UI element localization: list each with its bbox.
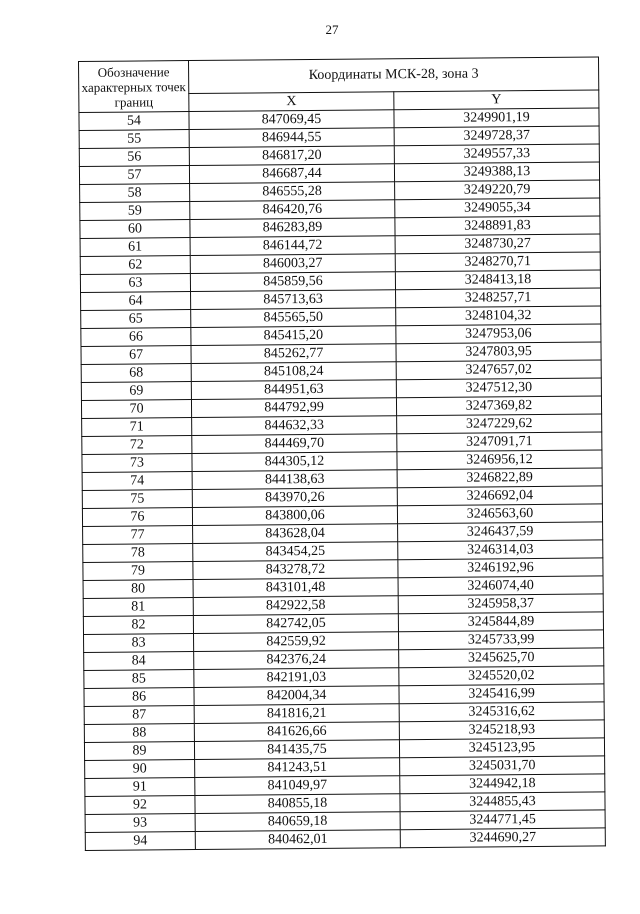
y-coordinate-cell: 3245416,99	[399, 684, 604, 704]
point-id-cell: 58	[80, 184, 190, 203]
x-coordinate-cell: 842742,05	[193, 614, 398, 634]
x-coordinate-cell: 845859,56	[190, 272, 395, 292]
point-id-cell: 92	[85, 796, 195, 815]
x-coordinate-cell: 846687,44	[189, 164, 394, 184]
point-id-cell: 65	[81, 310, 191, 329]
y-coordinate-cell: 3248104,32	[396, 306, 601, 326]
point-id-cell: 94	[85, 832, 195, 851]
x-coordinate-cell: 845713,63	[191, 290, 396, 310]
y-coordinate-cell: 3246192,96	[398, 558, 603, 578]
x-coordinate-cell: 845108,24	[191, 362, 396, 382]
point-id-cell: 81	[83, 598, 193, 617]
x-coordinate-cell: 846144,72	[190, 236, 395, 256]
y-coordinate-cell: 3244942,18	[400, 774, 605, 794]
y-coordinate-cell: 3249901,19	[394, 108, 599, 128]
y-coordinate-cell: 3247229,62	[397, 414, 602, 434]
y-coordinate-cell: 3245844,89	[398, 612, 603, 632]
x-coordinate-cell: 840855,18	[195, 794, 400, 814]
x-coordinate-cell: 846003,27	[190, 254, 395, 274]
y-coordinate-cell: 3247091,71	[397, 432, 602, 452]
y-coordinate-cell: 3248891,83	[395, 216, 600, 236]
point-id-cell: 56	[79, 148, 189, 167]
page-number: 27	[325, 22, 339, 37]
point-id-cell: 76	[82, 508, 192, 527]
x-coordinate-cell: 841243,51	[195, 758, 400, 778]
x-coordinate-cell: 841626,66	[194, 722, 399, 742]
point-id-cell: 71	[82, 418, 192, 437]
point-id-cell: 57	[79, 166, 189, 185]
point-id-cell: 85	[84, 670, 194, 689]
x-coordinate-cell: 846944,55	[189, 128, 394, 148]
point-id-cell: 79	[83, 562, 193, 581]
table-row	[85, 828, 605, 851]
y-coordinate-cell: 3247512,30	[396, 378, 601, 398]
x-coordinate-cell: 841049,97	[195, 776, 400, 796]
point-id-cell: 54	[79, 112, 189, 131]
table-header-row	[79, 57, 599, 94]
y-coordinate-cell: 3245625,70	[399, 648, 604, 668]
y-coordinate-cell: 3249220,79	[395, 180, 600, 200]
x-coordinate-cell: 845565,50	[191, 308, 396, 328]
x-coordinate-cell: 844792,99	[191, 398, 396, 418]
x-coordinate-cell: 844632,33	[192, 416, 397, 436]
y-coordinate-cell: 3246437,59	[398, 522, 603, 542]
point-id-cell: 63	[80, 274, 190, 293]
x-coordinate-cell: 846283,89	[190, 218, 395, 238]
x-header: X	[189, 91, 394, 111]
coordinate-system-header: Координаты МСК-28, зона 3	[189, 57, 599, 93]
y-coordinate-cell: 3248730,27	[395, 234, 600, 254]
point-id-cell: 86	[84, 688, 194, 707]
y-coordinate-cell: 3246692,04	[397, 486, 602, 506]
point-id-cell: 67	[81, 346, 191, 365]
table-body	[79, 108, 605, 851]
y-coordinate-cell: 3249557,33	[394, 144, 599, 164]
x-coordinate-cell: 844951,63	[191, 380, 396, 400]
x-coordinate-cell: 840659,18	[195, 812, 400, 832]
point-id-cell: 74	[82, 472, 192, 491]
y-coordinate-cell: 3248270,71	[395, 252, 600, 272]
y-coordinate-cell: 3245958,37	[398, 594, 603, 614]
coordinates-table	[78, 56, 606, 851]
point-id-cell: 87	[84, 706, 194, 725]
point-id-cell: 64	[81, 292, 191, 311]
point-id-cell: 83	[84, 634, 194, 653]
x-coordinate-cell: 842922,58	[193, 596, 398, 616]
y-coordinate-cell: 3247803,95	[396, 342, 601, 362]
y-coordinate-cell: 3245733,99	[398, 630, 603, 650]
point-id-cell: 69	[81, 382, 191, 401]
x-coordinate-cell: 843970,26	[192, 488, 397, 508]
x-coordinate-cell: 842191,03	[194, 668, 399, 688]
x-coordinate-cell: 843800,06	[192, 506, 397, 526]
y-header: Y	[394, 90, 599, 110]
y-coordinate-cell: 3248257,71	[396, 288, 601, 308]
point-id-cell: 55	[79, 130, 189, 149]
x-coordinate-cell: 843278,72	[193, 560, 398, 580]
y-coordinate-cell: 3245218,93	[399, 720, 604, 740]
point-id-cell: 90	[85, 760, 195, 779]
x-coordinate-cell: 842004,34	[194, 686, 399, 706]
x-coordinate-cell: 846420,76	[190, 200, 395, 220]
y-coordinate-cell: 3246074,40	[398, 576, 603, 596]
x-coordinate-cell: 843101,48	[193, 578, 398, 598]
point-label-header: Обозначение характерных точек границ	[79, 61, 189, 113]
y-coordinate-cell: 3246314,03	[398, 540, 603, 560]
x-coordinate-cell: 847069,45	[189, 110, 394, 130]
x-coordinate-cell: 843454,25	[193, 542, 398, 562]
x-coordinate-cell: 846555,28	[190, 182, 395, 202]
y-coordinate-cell: 3247953,06	[396, 324, 601, 344]
point-id-cell: 75	[82, 490, 192, 509]
x-coordinate-cell: 844138,63	[192, 470, 397, 490]
point-id-cell: 73	[82, 454, 192, 473]
y-coordinate-cell: 3245031,70	[400, 756, 605, 776]
point-id-cell: 77	[83, 526, 193, 545]
point-id-cell: 78	[83, 544, 193, 563]
point-id-cell: 82	[83, 616, 193, 635]
point-id-cell: 66	[81, 328, 191, 347]
y-coordinate-cell: 3246822,89	[397, 468, 602, 488]
y-coordinate-cell: 3247369,82	[396, 396, 601, 416]
y-coordinate-cell: 3247657,02	[396, 360, 601, 380]
point-id-cell: 89	[84, 742, 194, 761]
x-coordinate-cell: 844305,12	[192, 452, 397, 472]
point-id-cell: 68	[81, 364, 191, 383]
x-coordinate-cell: 842376,24	[194, 650, 399, 670]
x-coordinate-cell: 845415,20	[191, 326, 396, 346]
point-id-cell: 72	[82, 436, 192, 455]
point-id-cell: 60	[80, 220, 190, 239]
y-coordinate-cell: 3249055,34	[395, 198, 600, 218]
x-coordinate-cell: 842559,92	[194, 632, 399, 652]
x-coordinate-cell: 840462,01	[195, 830, 400, 850]
point-id-cell: 93	[85, 814, 195, 833]
y-coordinate-cell: 3249728,37	[394, 126, 599, 146]
y-coordinate-cell: 3246956,12	[397, 450, 602, 470]
x-coordinate-cell: 844469,70	[192, 434, 397, 454]
point-id-cell: 91	[85, 778, 195, 797]
x-coordinate-cell: 841816,21	[194, 704, 399, 724]
point-id-cell: 70	[81, 400, 191, 419]
y-coordinate-cell: 3245123,95	[399, 738, 604, 758]
x-coordinate-cell: 845262,77	[191, 344, 396, 364]
y-coordinate-cell: 3248413,18	[395, 270, 600, 290]
y-coordinate-cell: 3249388,13	[394, 162, 599, 182]
point-id-cell: 61	[80, 238, 190, 257]
x-coordinate-cell: 843628,04	[193, 524, 398, 544]
point-id-cell: 84	[84, 652, 194, 671]
point-id-cell: 59	[80, 202, 190, 221]
point-id-cell: 88	[84, 724, 194, 743]
y-coordinate-cell: 3246563,60	[397, 504, 602, 524]
y-coordinate-cell: 3244855,43	[400, 792, 605, 812]
y-coordinate-cell: 3245316,62	[399, 702, 604, 722]
point-id-cell: 80	[83, 580, 193, 599]
point-id-cell: 62	[80, 256, 190, 275]
x-coordinate-cell: 841435,75	[194, 740, 399, 760]
y-coordinate-cell: 3245520,02	[399, 666, 604, 686]
x-coordinate-cell: 846817,20	[189, 146, 394, 166]
y-coordinate-cell: 3244690,27	[400, 828, 605, 848]
y-coordinate-cell: 3244771,45	[400, 810, 605, 830]
